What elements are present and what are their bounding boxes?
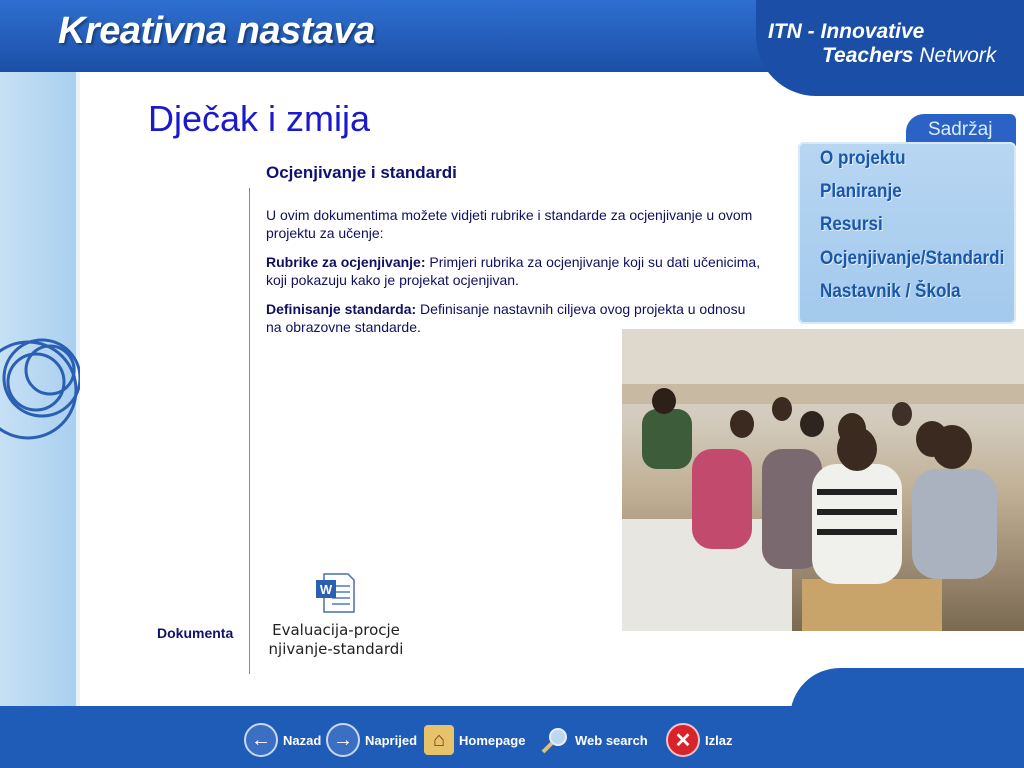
swirl-decoration — [0, 290, 80, 490]
arrow-left-icon: ← — [244, 723, 278, 757]
vertical-divider — [249, 188, 250, 674]
classroom-photo — [622, 329, 1024, 631]
menu-item-resources[interactable]: Resursi — [820, 214, 883, 235]
arrow-right-icon: → — [326, 723, 360, 757]
itn-logo-network: Network — [913, 44, 997, 67]
menu-item-about-project[interactable]: O projektu — [820, 148, 906, 169]
document-filename[interactable] — [268, 621, 404, 659]
footer-tab — [790, 668, 1024, 728]
app-title: Kreativna nastava — [58, 10, 375, 52]
itn-logo-teachers: Teachers — [822, 44, 914, 67]
back-label: Nazad — [283, 732, 322, 748]
rubrics-label: Rubrike za ocjenjivanje: — [266, 254, 426, 270]
menu-item-assessment-standards[interactable]: Ocjenjivanje/Standardi — [820, 248, 1005, 269]
menu-item-planning[interactable]: Planiranje — [820, 181, 902, 202]
svg-text:W: W — [319, 582, 333, 597]
itn-logo-line1: ITN - Innovative — [768, 20, 925, 43]
web-search-label: Web search — [575, 732, 648, 748]
house-icon: ⌂ — [424, 725, 454, 755]
itn-logo-line2 — [822, 44, 996, 68]
section-title: Ocjenjivanje i standardi — [266, 163, 457, 182]
rubrics-paragraph — [266, 253, 761, 289]
forward-button[interactable] — [326, 724, 417, 756]
menu-item-teacher-school[interactable]: Nastavnik / Škola — [820, 281, 961, 302]
contents-tab-label: Sadržaj — [928, 119, 993, 140]
magnifier-icon — [540, 725, 570, 755]
word-document-icon[interactable] — [314, 572, 356, 614]
close-icon: ✕ — [666, 723, 700, 757]
rubrics-text: Primjeri rubrika za ocjenjivanje koji su dati učenicima, koji pokazuju kako je projekat ocjenjivan. — [266, 254, 761, 288]
exit-label: Izlaz — [705, 732, 733, 748]
document-filename-line1: Evaluacija-procje — [272, 621, 400, 639]
intro-paragraph: U ovim dokumentima možete vidjeti rubrike i standarde za ocjenjivanje u ovom projektu za učenje: — [266, 207, 753, 241]
documents-label: Dokumenta — [157, 625, 234, 641]
web-search-button[interactable] — [540, 724, 648, 756]
forward-label: Naprijed — [365, 732, 418, 748]
classroom-photo-drawing — [622, 329, 1024, 631]
homepage-button[interactable] — [424, 724, 525, 756]
page-title: Dječak i zmija — [148, 98, 371, 139]
standards-label: Definisanje standarda: — [266, 301, 417, 317]
back-button[interactable] — [244, 724, 321, 756]
homepage-label: Homepage — [459, 732, 526, 748]
document-filename-line2: njivanje-standardi — [268, 640, 404, 658]
exit-button[interactable] — [666, 724, 732, 756]
standards-text: Definisanje nastavnih ciljeva ovog projekta u odnosu na obrazovne standarde. — [266, 301, 746, 335]
